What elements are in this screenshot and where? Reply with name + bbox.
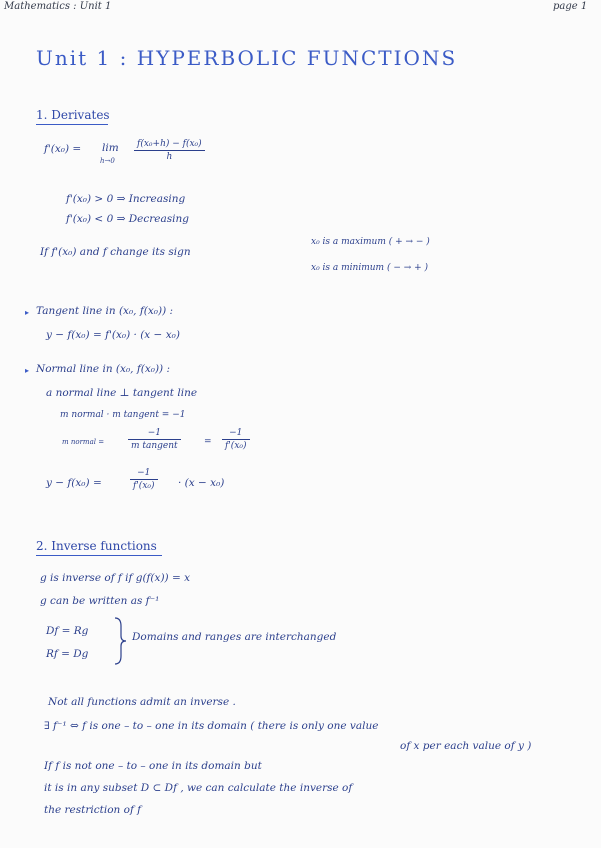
derivative-lhs: f'(x₀) =	[44, 143, 82, 155]
page-title: Unit 1 : HYPERBOLIC FUNCTIONS	[36, 46, 458, 70]
tangent-line-equation: y − f(x₀) = f'(x₀) · (x − x₀)	[46, 329, 180, 341]
normal-fraction-denominator: f'(x₀)	[133, 481, 155, 491]
fraction-bar	[128, 439, 181, 440]
derivative-fraction	[134, 139, 205, 162]
slope-fraction-derivative	[222, 428, 250, 451]
normal-line-title: Normal line in (x₀, f(x₀)) :	[36, 363, 171, 375]
normal-equation-rhs: · (x − x₀)	[178, 477, 225, 489]
heading-underline	[36, 555, 162, 556]
m-normal-label: m normal =	[62, 438, 105, 446]
slope-fraction-numerator: −1	[229, 428, 243, 438]
fraction-bar	[134, 150, 205, 151]
derivative-denominator: h	[166, 152, 173, 162]
restriction-of-f: the restriction of f	[44, 804, 142, 816]
limit-symbol: lim	[102, 142, 119, 154]
derivative-numerator: f(x₀+h) − f(x₀)	[137, 139, 202, 149]
slope-fraction-denominator: m tangent	[131, 441, 178, 451]
normal-equation-lhs: y − f(x₀) =	[46, 477, 102, 489]
normal-fraction-numerator: −1	[137, 468, 151, 478]
existence-condition-cont: of x per each value of y )	[400, 740, 532, 752]
slope-fraction-denominator: f'(x₀)	[225, 441, 247, 451]
existence-condition: ∃ f⁻¹ ⇔ f is one – to – one in its domain ( there is only one value	[44, 720, 379, 732]
bullet-icon: ▸	[25, 308, 30, 317]
curly-brace-icon	[112, 616, 128, 666]
domains-ranges-note: Domains and ranges are interchanged	[132, 631, 337, 643]
normal-equation-fraction	[130, 468, 158, 491]
inverse-definition: g is inverse of f if g(f(x)) = x	[40, 572, 191, 584]
slope-product: m normal · m tangent = −1	[60, 410, 186, 420]
inverse-notation: g can be written as f⁻¹	[40, 595, 160, 607]
slope-fraction-numerator: −1	[147, 428, 161, 438]
sign-change-rule: If f'(x₀) and f change its sign	[40, 246, 191, 258]
not-all-functions: Not all functions admit an inverse .	[48, 696, 236, 708]
domain-equals-range: Df = Rg	[46, 625, 89, 637]
tangent-line-title: Tangent line in (x₀, f(x₀)) :	[36, 305, 174, 317]
bullet-icon: ▸	[25, 366, 30, 375]
equals-sign: =	[204, 437, 212, 447]
range-equals-domain: Rf = Dg	[46, 648, 89, 660]
fraction-bar	[130, 479, 158, 480]
increasing-rule: f'(x₀) > 0 ⇒ Increasing	[66, 193, 186, 205]
heading-underline	[36, 124, 108, 125]
not-one-to-one: If f is not one – to – one in its domain but	[44, 760, 262, 772]
normal-line-description: a normal line ⊥ tangent line	[46, 387, 198, 399]
subject-header: Mathematics : Unit 1	[4, 1, 112, 12]
section-heading-derivates: 1. Derivates	[36, 108, 110, 122]
subset-restriction: it is in any subset D ⊂ Df , we can calculate the inverse of	[44, 782, 353, 794]
slope-fraction	[128, 428, 181, 451]
page-number: page 1	[553, 1, 588, 12]
minimum-rule: x₀ is a minimum ( − → + )	[311, 263, 429, 273]
maximum-rule: x₀ is a maximum ( + → − )	[311, 237, 430, 247]
section-heading-inverse: 2. Inverse functions	[36, 539, 157, 553]
limit-subscript: h→0	[100, 157, 115, 165]
fraction-bar	[222, 439, 250, 440]
decreasing-rule: f'(x₀) < 0 ⇒ Decreasing	[66, 213, 189, 225]
